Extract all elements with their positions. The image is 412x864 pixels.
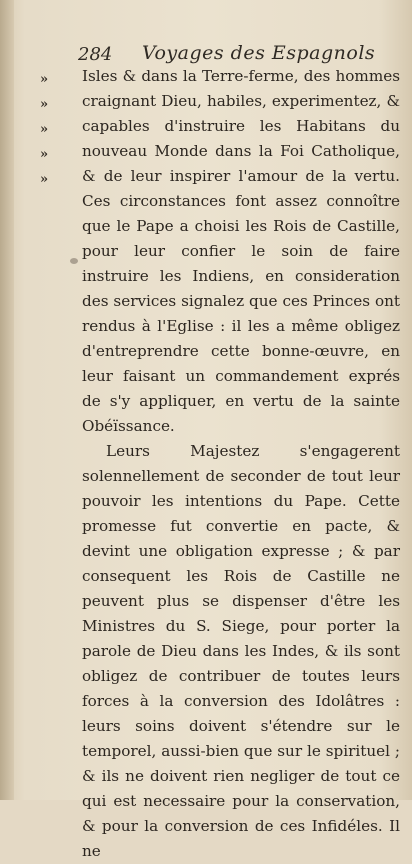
paragraph: Leurs Majestez s'engagerent solennellement de seconder de tout leur pouvoir les intentions du Pape. Cette promesse fut convertie en pacte, & devint une obligation expresse ; & par consequent les Rois de Castille ne peuvent plus se dispenser d'être les Ministres du S. Siege, pour porter la parole de Dieu dans les Indes, & ils sont obligez de contribuer de toutes leurs forces à la conversion des Idolâtres : leurs soins doivent s'étendre sur le temporel, aussi-bien que sur le spirituel ; & ils ne doivent rien negliger de tout ce qui est necessaire pour la conservation, & pour la conversion de ces Infidéles. Il ne xyxy=(82,442,400,860)
quote-mark: » xyxy=(40,122,49,137)
quote-mark: » xyxy=(40,97,49,112)
quote-mark: » xyxy=(40,72,49,87)
running-title: Voyages des Espagnols xyxy=(142,42,376,64)
quote-mark: » xyxy=(40,172,49,187)
marginal-quote-marks xyxy=(40,67,54,192)
quote-mark: » xyxy=(40,147,49,162)
binding-gutter xyxy=(0,0,14,800)
body-text xyxy=(82,64,400,864)
ink-spot xyxy=(70,258,78,264)
paragraph: Isles & dans la Terre-ferme, des hommes craignant Dieu, habiles, experimentez, & capables d'instruire les Habitans du nouveau Monde dans la Foi Catholique, & de leur inspirer l'amour de la vertu. Ces circonstances font assez connoître que le Pape a choisi les Rois de Castille, pour leur confier le soin de faire instruire les Indiens, en consideration des services signalez que ces Princes ont rendus à l'Eglise : il les a même obligez d'entreprendre cette bonne-œuvre, en leur faisant un commandement exprés de s'y appliquer, en vertu de la sainte Obéïssance. xyxy=(82,67,400,435)
page-number: 284 xyxy=(78,44,113,65)
